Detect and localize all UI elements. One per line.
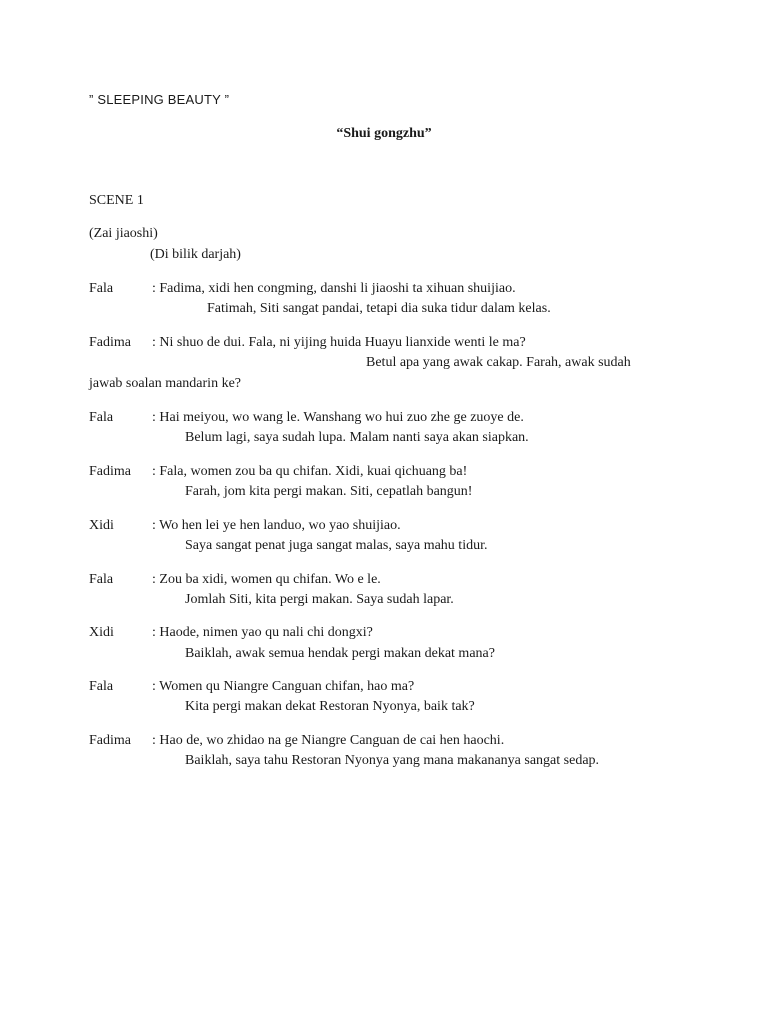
dialogue-line: : Zou ba xidi, women qu chifan. Wo e le.: [152, 572, 381, 587]
speaker-name: Fadima: [89, 335, 131, 350]
setting-malay: (Di bilik darjah): [150, 247, 241, 262]
dialogue-translation: Baiklah, awak semua hendak pergi makan dekat mana?: [185, 646, 495, 661]
dialogue-translation: Farah, jom kita pergi makan. Siti, cepatlah bangun!: [185, 484, 473, 499]
dialogue-translation: Baiklah, saya tahu Restoran Nyonya yang mana makananya sangat sedap.: [185, 753, 600, 768]
dialogue-line: : Ni shuo de dui. Fala, ni yijing huida Huayu lianxide wenti le ma?: [152, 335, 526, 350]
speaker-name: Fala: [89, 281, 114, 296]
dialogue-translation: Fatimah, Siti sangat pandai, tetapi dia suka tidur dalam kelas.: [207, 301, 551, 316]
english-title: ” SLEEPING BEAUTY ”: [89, 92, 230, 107]
dialogue-translation: Belum lagi, saya sudah lupa. Malam nanti saya akan siapkan.: [185, 430, 529, 445]
dialogue-line: : Fadima, xidi hen congming, danshi li jiaoshi ta xihuan shuijiao.: [152, 281, 516, 296]
speaker-name: Fala: [89, 572, 114, 587]
dialogue-line: : Wo hen lei ye hen landuo, wo yao shuijiao.: [152, 518, 401, 533]
dialogue-line: : Hai meiyou, wo wang le. Wanshang wo hui zuo zhe ge zuoye de.: [152, 410, 524, 425]
dialogue-translation-continued: jawab soalan mandarin ke?: [89, 376, 241, 391]
speaker-name: Xidi: [89, 625, 114, 640]
dialogue-translation: Jomlah Siti, kita pergi makan. Saya sudah lapar.: [185, 592, 454, 607]
speaker-name: Fala: [89, 679, 114, 694]
dialogue-translation: Kita pergi makan dekat Restoran Nyonya, baik tak?: [185, 699, 475, 714]
speaker-name: Fadima: [89, 464, 131, 479]
speaker-name: Fadima: [89, 733, 131, 748]
setting-chinese: (Zai jiaoshi): [89, 226, 158, 241]
dialogue-line: : Fala, women zou ba qu chifan. Xidi, kuai qichuang ba!: [152, 464, 468, 479]
dialogue-line: : Haode, nimen yao qu nali chi dongxi?: [152, 625, 373, 640]
chinese-title: “Shui gongzhu”: [336, 126, 432, 141]
scene-heading: SCENE 1: [89, 193, 144, 208]
dialogue-translation: Saya sangat penat juga sangat malas, saya mahu tidur.: [185, 538, 488, 553]
speaker-name: Fala: [89, 410, 114, 425]
dialogue-line: : Women qu Niangre Canguan chifan, hao ma?: [152, 679, 415, 694]
dialogue-line: : Hao de, wo zhidao na ge Niangre Canguan de cai hen haochi.: [152, 733, 505, 748]
speaker-name: Xidi: [89, 518, 114, 533]
dialogue-translation: Betul apa yang awak cakap. Farah, awak sudah: [366, 355, 631, 370]
